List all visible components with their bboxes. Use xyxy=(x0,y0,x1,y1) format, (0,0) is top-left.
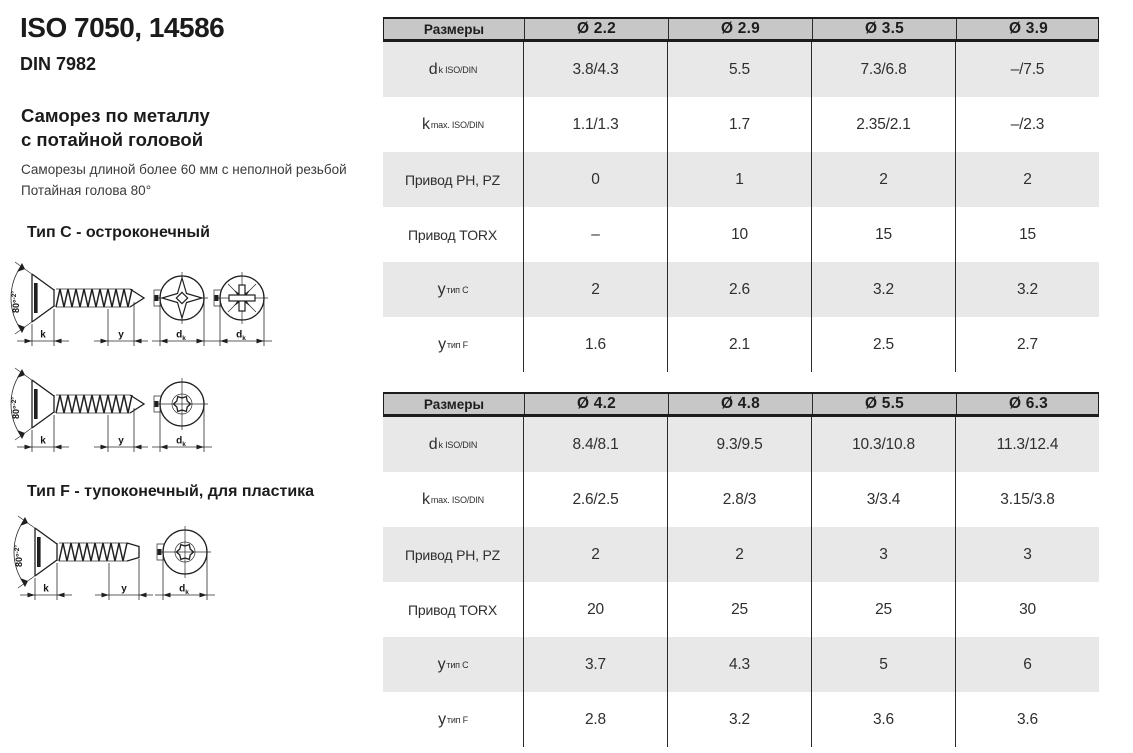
dim-dk-label: $d_k$ xyxy=(179,583,189,596)
row-label: y тип F xyxy=(438,710,468,728)
row-label: k max. ISO/DIN xyxy=(422,115,484,133)
value-cell: 15 xyxy=(955,207,1099,262)
table-header-row xyxy=(383,17,1099,42)
value-cell: –/2.3 xyxy=(955,97,1099,152)
page-title: ISO 7050, 14586 xyxy=(20,12,225,43)
type-f-heading: Тип F - тупоконечный, для пластика xyxy=(27,483,315,500)
row-label: Привод PH, PZ xyxy=(404,171,500,188)
value-cell: 3.6 xyxy=(955,692,1099,747)
table-row xyxy=(383,417,1099,472)
value-cell: 2.35/2.1 xyxy=(811,97,955,152)
value-cell: 2 xyxy=(811,152,955,207)
value-cell: 8.4/8.1 xyxy=(523,417,667,472)
angle-80-label: 80°$^{-2^\circ}$ xyxy=(11,290,21,313)
value-cell: 4.3 xyxy=(667,637,811,692)
column-header: Ø 4.8 xyxy=(668,394,812,414)
head-view-ph-icon xyxy=(152,272,212,346)
value-cell: 5 xyxy=(811,637,955,692)
column-header: Ø 3.9 xyxy=(956,19,1100,39)
angle-80-label: 80°$^{-2^\circ}$ xyxy=(14,544,24,567)
drawing-type-c-torx xyxy=(10,364,278,466)
value-cell: 11.3/12.4 xyxy=(955,417,1099,472)
drawing-type-f-torx xyxy=(13,512,281,614)
product-name-line2: с потайной головой xyxy=(21,128,204,150)
row-label: y тип C xyxy=(437,280,469,298)
value-cell: 6 xyxy=(955,637,1099,692)
column-header: Ø 2.2 xyxy=(524,19,668,39)
table-row xyxy=(383,42,1099,97)
dim-y-label: y xyxy=(118,435,124,447)
value-cell: 3.2 xyxy=(811,262,955,317)
value-cell: 2.7 xyxy=(955,317,1099,372)
value-cell: 3 xyxy=(811,527,955,582)
value-cell: 3 xyxy=(955,527,1099,582)
screw-side-view-pointed-icon xyxy=(10,262,148,346)
table-row xyxy=(383,472,1099,527)
head-view-torx-icon xyxy=(155,526,215,600)
table-row xyxy=(383,262,1099,317)
value-cell: 1 xyxy=(667,152,811,207)
table-row xyxy=(383,97,1099,152)
value-cell: 2.6 xyxy=(667,262,811,317)
dim-dk-label: $d_k$ xyxy=(176,435,186,448)
dim-y-label: y xyxy=(121,583,127,595)
dimensions-table-small xyxy=(383,17,1099,372)
value-cell: 2.6/2.5 xyxy=(523,472,667,527)
dimensions-table-large xyxy=(383,392,1099,747)
column-header: Ø 4.2 xyxy=(524,394,668,414)
value-cell: 2.1 xyxy=(667,317,811,372)
table-row xyxy=(383,527,1099,582)
value-cell: 25 xyxy=(811,582,955,637)
table-row xyxy=(383,152,1099,207)
dim-dk-label: $d_k$ xyxy=(176,329,186,342)
value-cell: 1.6 xyxy=(523,317,667,372)
value-cell: – xyxy=(523,207,667,262)
column-header: Ø 6.3 xyxy=(956,394,1100,414)
value-cell: 30 xyxy=(955,582,1099,637)
column-header: Размеры xyxy=(423,21,485,37)
table-header-row xyxy=(383,392,1099,417)
description-line2: Потайная голова 80° xyxy=(21,183,152,198)
table-row xyxy=(383,582,1099,637)
value-cell: 3.8/4.3 xyxy=(523,42,667,97)
dim-k-label: k xyxy=(40,435,46,447)
value-cell: 3.15/3.8 xyxy=(955,472,1099,527)
product-name-line1: Саморез по металлу xyxy=(21,105,210,126)
value-cell: 25 xyxy=(667,582,811,637)
angle-80-label: 80°$^{-2^\circ}$ xyxy=(11,396,21,419)
value-cell: 2 xyxy=(523,527,667,582)
screw-side-view-pointed-icon xyxy=(10,368,148,452)
product-name xyxy=(21,104,210,151)
screw-side-view-blunt-icon xyxy=(13,516,153,600)
row-label: d k ISO/DIN xyxy=(428,60,478,78)
value-cell: 3.2 xyxy=(955,262,1099,317)
value-cell: 0 xyxy=(523,152,667,207)
value-cell: 3.6 xyxy=(811,692,955,747)
product-description xyxy=(21,159,347,201)
table-row xyxy=(383,637,1099,692)
value-cell: 10.3/10.8 xyxy=(811,417,955,472)
dim-k-label: k xyxy=(40,329,46,341)
column-header: Ø 2.9 xyxy=(668,19,812,39)
dim-y-label: y xyxy=(118,329,124,341)
value-cell: 3.7 xyxy=(523,637,667,692)
value-cell: 3/3.4 xyxy=(811,472,955,527)
table-row xyxy=(383,317,1099,372)
value-cell: 1.7 xyxy=(667,97,811,152)
value-cell: 15 xyxy=(811,207,955,262)
value-cell: 2 xyxy=(955,152,1099,207)
column-header: Ø 3.5 xyxy=(812,19,956,39)
type-c-heading: Тип C - остроконечный xyxy=(27,224,210,241)
value-cell: –/7.5 xyxy=(955,42,1099,97)
value-cell: 2.8 xyxy=(523,692,667,747)
dim-dk-label: $d_k$ xyxy=(236,329,246,342)
value-cell: 7.3/6.8 xyxy=(811,42,955,97)
value-cell: 2.5 xyxy=(811,317,955,372)
value-cell: 10 xyxy=(667,207,811,262)
table-row xyxy=(383,207,1099,262)
head-view-torx-icon xyxy=(152,378,212,452)
dim-k-label: k xyxy=(43,583,49,595)
value-cell: 2 xyxy=(523,262,667,317)
value-cell: 9.3/9.5 xyxy=(667,417,811,472)
description-line1: Саморезы длиной более 60 мм с неполной резьбой xyxy=(21,162,347,177)
column-header: Ø 5.5 xyxy=(812,394,956,414)
value-cell: 1.1/1.3 xyxy=(523,97,667,152)
row-label: Привод TORX xyxy=(408,601,497,618)
row-label: y тип F xyxy=(438,335,468,353)
din-standard: DIN 7982 xyxy=(20,54,97,74)
row-label: y тип C xyxy=(437,655,469,673)
value-cell: 3.2 xyxy=(667,692,811,747)
row-label: Привод TORX xyxy=(408,226,497,243)
head-view-pz-icon xyxy=(212,272,272,346)
value-cell: 20 xyxy=(523,582,667,637)
row-label: k max. ISO/DIN xyxy=(422,490,484,508)
drawing-type-c-ph-pz xyxy=(10,258,278,360)
row-label: Привод PH, PZ xyxy=(404,546,500,563)
value-cell: 2.8/3 xyxy=(667,472,811,527)
table-row xyxy=(383,692,1099,747)
row-label: d k ISO/DIN xyxy=(428,435,478,453)
value-cell: 2 xyxy=(667,527,811,582)
value-cell: 5.5 xyxy=(667,42,811,97)
column-header: Размеры xyxy=(423,396,485,412)
